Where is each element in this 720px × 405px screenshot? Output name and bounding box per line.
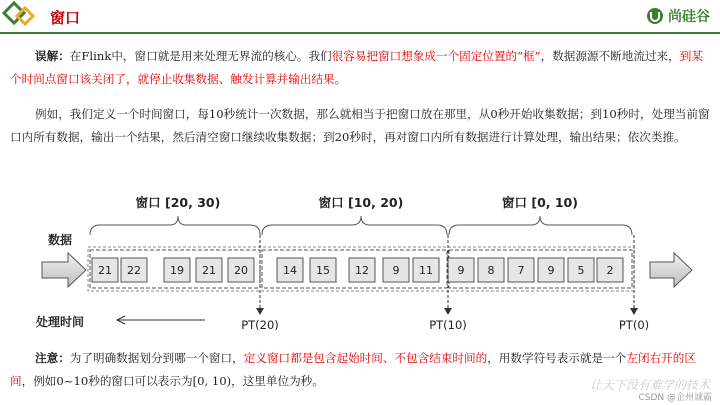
processing-time-arrow (117, 316, 205, 324)
slide-header (0, 0, 720, 30)
data-cell-value: 20 (234, 264, 248, 277)
p1-highlight-1: 很容易把窗口想象成一个固定位置的“框” (331, 49, 541, 63)
stream-out-arrow (650, 253, 692, 287)
processing-time-label: 处理时间 (36, 315, 85, 329)
p1-highlight-2: 到某个时间点窗口该关闭了，就停止收集数据、触发计算并输出结果 (10, 49, 703, 86)
brand-name: 尚硅谷 (668, 9, 710, 25)
data-cell-value: 7 (517, 264, 525, 277)
data-cell-value: 9 (392, 264, 400, 277)
data-label: 数据 (48, 233, 73, 247)
marker-label: PT(10) (429, 318, 467, 332)
cells-window-20-30 (92, 258, 254, 282)
window-brace-10-20 (262, 216, 447, 235)
cells-window-0-10 (448, 258, 623, 282)
window-label-20-30: 窗口 [20, 30) (135, 195, 221, 210)
diamond-logo-icon (2, 0, 44, 30)
example-paragraph: 例如，我们定义一个时间窗口，每10秒统计一次数据，那么就相当于把窗口放在那里，从0秒开始收集数据；到10秒时，处理当前窗口内所有数据，输出一个结果，然后清空窗口继续收集数据；到20秒时，再对窗口内所有数据进行计算处理，输出结果；依次类推。 (10, 107, 710, 144)
brand-u-icon (646, 7, 664, 25)
p3-highlight-1: 定义窗口都是包含起始时间、不包含结束时间的 (243, 351, 488, 365)
p3-text-1: 为了明确数据划分到哪一个窗口， (69, 351, 244, 365)
cells-window-10-20 (277, 258, 439, 282)
window-label-0-10: 窗口 [0, 10) (502, 195, 578, 210)
p3-text-3: ，例如0~10秒的窗口可以表示为[0, 10)，这里单位为秒。 (21, 374, 324, 388)
data-cell-value: 15 (316, 264, 330, 277)
data-cell-value: 8 (487, 264, 495, 277)
p1-text-3: 。 (334, 72, 347, 86)
source-credit: CSDN @企州诚霸 (638, 393, 712, 403)
page-title: 窗口 (50, 9, 81, 27)
p1-text-2: ，数据源源不断地流过来， (540, 49, 680, 63)
p3-highlight-2: 左闭右开的区间 (10, 351, 696, 388)
data-cell-value: 11 (419, 264, 433, 277)
slogan-watermark: 让天下没有难学的技术 (589, 378, 710, 392)
data-cell-value: 21 (98, 264, 112, 277)
data-cell-value: 14 (283, 264, 297, 277)
stream-in-arrow (42, 253, 86, 287)
p1-text-1: 在Flink中，窗口就是用来处理无界流的核心。我们 (69, 49, 332, 63)
p3-text-2: ，用数学符号表示就是一个 (487, 351, 627, 365)
data-cell-value: 21 (202, 264, 216, 277)
window-label-10-20: 窗口 [10, 20) (318, 195, 404, 210)
data-cell-value: 9 (457, 264, 465, 277)
marker-label: PT(0) (618, 318, 650, 332)
brand-logo (646, 6, 710, 26)
window-brace-20-30 (90, 216, 260, 235)
data-cell-value: 2 (606, 264, 614, 277)
data-cell-value: 12 (355, 264, 369, 277)
misconception-label: 误解： (35, 49, 70, 63)
misconception-paragraph (10, 45, 710, 91)
header-divider (0, 32, 720, 34)
data-cell-value: 9 (547, 264, 555, 277)
note-label: 注意： (35, 351, 70, 365)
data-cell-value: 19 (170, 264, 184, 277)
window-diagram (0, 190, 720, 340)
data-cell-value: 22 (127, 264, 141, 277)
data-cell-value: 5 (577, 264, 585, 277)
window-brace-0-10 (449, 216, 632, 235)
marker-label: PT(20) (241, 318, 279, 332)
